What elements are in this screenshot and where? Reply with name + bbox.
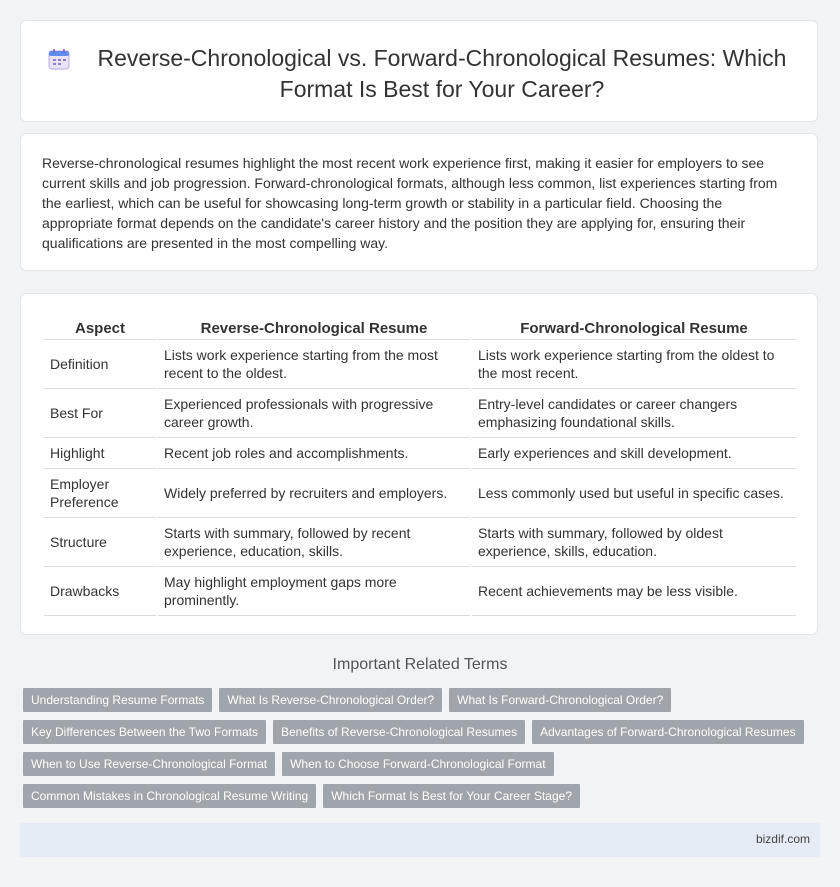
related-term-tag[interactable]: Which Format Is Best for Your Career Stage? (323, 784, 580, 808)
table-cell-aspect: Employer Preference (44, 469, 156, 518)
site-name[interactable]: bizdif.com (755, 832, 810, 846)
table-cell-aspect: Highlight (44, 438, 156, 469)
related-term-tag[interactable]: Benefits of Reverse-Chronological Resumes (273, 720, 525, 744)
comparison-table-card (20, 293, 818, 635)
related-terms-title: Important Related Terms (332, 656, 508, 673)
tag-row (23, 688, 823, 712)
footer (20, 823, 820, 857)
related-term-tag[interactable]: Understanding Resume Formats (23, 688, 212, 712)
tag-row (23, 752, 823, 776)
table-cell-aspect: Drawbacks (44, 567, 156, 616)
table-cell-forward: Starts with summary, followed by oldest experience, skills, education. (472, 518, 796, 567)
comparison-table (42, 311, 798, 616)
table-cell-reverse: Starts with summary, followed by recent experience, education, skills. (158, 518, 470, 567)
table-row (44, 469, 796, 518)
table-row (44, 438, 796, 469)
table-row (44, 567, 796, 616)
table-cell-reverse: Lists work experience starting from the most recent to the oldest. (158, 340, 470, 389)
table-header-row (44, 311, 796, 340)
intro-paragraph: Reverse-chronological resumes highlight the most recent work experience first, making it easier for employers to see current skills and job progression. Forward-chronological formats, although less common, list experiences starting from the earliest, which can be useful for showcasing long-term growth or stability in a particular field. Choosing the appropriate format depends on the candidate's career history and the position they are applying for, ensuring their qualifications are presented in the most compelling way. (42, 155, 778, 251)
table-cell-forward: Entry-level candidates or career changers emphasizing foundational skills. (472, 389, 796, 438)
table-cell-forward: Early experiences and skill development. (472, 438, 796, 469)
column-header-reverse: Reverse-Chronological Resume (158, 311, 470, 340)
table-row (44, 340, 796, 389)
related-term-tag[interactable]: Common Mistakes in Chronological Resume Writing (23, 784, 316, 808)
table-cell-aspect: Best For (44, 389, 156, 438)
table-cell-forward: Less commonly used but useful in specific cases. (472, 469, 796, 518)
column-header-forward: Forward-Chronological Resume (472, 311, 796, 340)
related-term-tag[interactable]: When to Choose Forward-Chronological Format (282, 752, 553, 776)
related-terms-list (23, 688, 823, 816)
table-cell-reverse: Recent job roles and accomplishments. (158, 438, 470, 469)
intro-card (20, 133, 818, 271)
related-term-tag[interactable]: When to Use Reverse-Chronological Format (23, 752, 275, 776)
table-cell-forward: Lists work experience starting from the oldest to the most recent. (472, 340, 796, 389)
related-term-tag[interactable]: What Is Reverse-Chronological Order? (219, 688, 442, 712)
header-card (20, 20, 818, 122)
table-cell-reverse: Experienced professionals with progressive career growth. (158, 389, 470, 438)
table-cell-reverse: May highlight employment gaps more prominently. (158, 567, 470, 616)
related-term-tag[interactable]: Advantages of Forward-Chronological Resumes (532, 720, 803, 744)
table-row (44, 518, 796, 567)
column-header-aspect: Aspect (44, 311, 156, 340)
table-cell-forward: Recent achievements may be less visible. (472, 567, 796, 616)
table-cell-reverse: Widely preferred by recruiters and employers. (158, 469, 470, 518)
tag-row (23, 784, 823, 808)
table-cell-aspect: Structure (44, 518, 156, 567)
table-cell-aspect: Definition (44, 340, 156, 389)
page-title: Reverse-Chronological vs. Forward-Chronological Resumes: Which Format Is Best for Your Career? (97, 45, 787, 102)
tag-row (23, 720, 823, 744)
calendar-icon (48, 48, 70, 70)
table-row (44, 389, 796, 438)
related-term-tag[interactable]: Key Differences Between the Two Formats (23, 720, 266, 744)
related-term-tag[interactable]: What Is Forward-Chronological Order? (449, 688, 671, 712)
